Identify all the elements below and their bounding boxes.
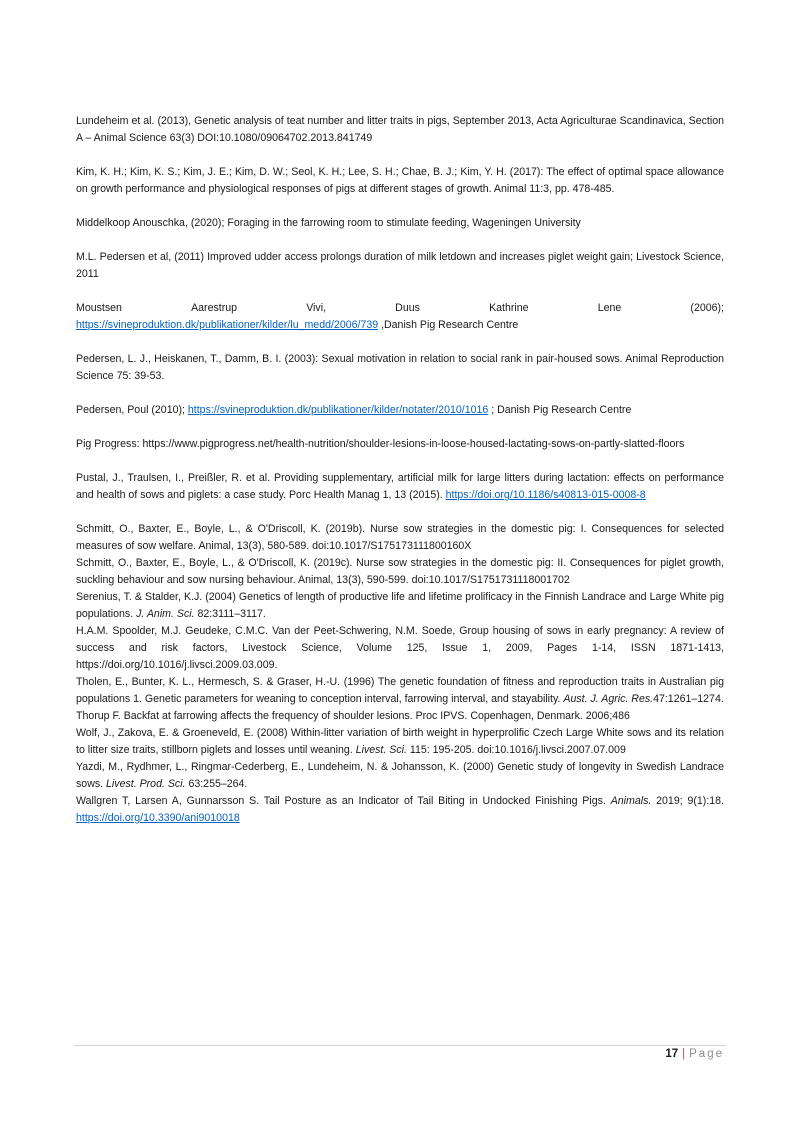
footer-divider [74, 1045, 726, 1046]
reference-pedersen-poul [76, 402, 724, 419]
tholen-tail: 47:1261–1274. [653, 693, 724, 705]
pedersen-poul-author: Pedersen, Poul (2010); [76, 404, 188, 416]
reference-kim: Kim, K. H.; Kim, K. S.; Kim, J. E.; Kim, D. W.; Seol, K. H.; Lee, S. H.; Chae, B. J.; Kim, Y. H. (2017): The effect of optimal space allowance on growth performance and physiological responses of pigs at different stages of growth. Animal 11:3, pp. 478-485. [76, 166, 724, 195]
moustsen-word: (2006); [690, 302, 724, 314]
wallgren-link[interactable]: https://doi.org/10.3390/ani9010018 [76, 812, 240, 824]
moustsen-word: Lene [597, 302, 622, 314]
reference-pedersen-lj: Pedersen, L. J., Heiskanen, T., Damm, B. I. (2003): Sexual motivation in relation to social rank in pair-housed sows. Animal Reproduction Science 75: 39-53. [76, 353, 724, 382]
reference-moustsen [76, 300, 724, 334]
reference-moustsen-authors [76, 300, 724, 317]
yazdi-tail: 63:255–264. [185, 778, 248, 790]
reference-lundeheim: Lundeheim et al. (2013), Genetic analysis of teat number and litter traits in pigs, September 2013, Acta Agriculturae Scandinavica, Section A – Animal Science 63(3) DOI:10.1080/09064702.2013.841749 [76, 115, 724, 144]
reference-schmitt-b: Schmitt, O., Baxter, E., Boyle, L., & O'Driscoll, K. (2019b). Nurse sow strategies in the domestic pig: I. Consequences for selected measures of sow welfare. Animal, 13(3), 580-589. doi:10.1017/S175173111800160X [76, 523, 724, 552]
reference-thorup: Thorup F. Backfat at farrowing affects the frequency of shoulder lesions. Proc IPVS. Copenhagen, Denmark. 2006;486 [76, 710, 630, 722]
moustsen-word: Vivi, [306, 302, 327, 314]
pedersen-poul-source: ; Danish Pig Research Centre [488, 404, 632, 416]
pustal-text: Pustal, J., Traulsen, I., Preißler, R. et al. Providing supplementary, artificial milk for large litters during lactation: effects on performance and health of sows and piglets: a case study. Porc Health Manag 1, 13 (2015). [76, 472, 724, 501]
wallgren-journal: Animals. [610, 795, 652, 807]
reference-pedersen-ml: M.L. Pedersen et al, (2011) Improved udder access prolongs duration of milk letdown and increases piglet weight gain; Livestock Science, 2011 [76, 251, 724, 280]
tholen-text: Tholen, E., Bunter, K. L., Hermesch, S. & Graser, H.-U. (1996) The genetic foundation of fitness and reproduction traits in Australian pig populations 1. Genetic parameters for weaning to conception interval, farrowing interval, and stayability. [76, 676, 724, 705]
yazdi-journal: Livest. Prod. Sci. [106, 778, 186, 790]
reference-serenius [76, 589, 724, 623]
wolf-text: Wolf, J., Zakova, E. & Groeneveld, E. (2008) Within-litter variation of birth weight in hyperprolific Czech Large White sows and its relation to litter size traits, stillborn piglets and losses until weaning. [76, 727, 724, 756]
serenius-journal: J. Anim. Sci. [136, 608, 195, 620]
reference-yazdi [76, 759, 724, 793]
footer-separator: | [682, 1048, 686, 1060]
moustsen-word: Duus [395, 302, 420, 314]
pedersen-poul-link[interactable]: https://svineproduktion.dk/publikationer/kilder/notater/2010/1016 [187, 404, 489, 416]
wallgren-mid: 2019; 9(1):18. [651, 795, 724, 807]
reference-tholen [76, 674, 724, 708]
tholen-journal: Aust. J. Agric. Res. [563, 693, 654, 705]
wallgren-text: Wallgren T, Larsen A, Gunnarsson S. Tail Posture as an Indicator of Tail Biting in Undocked Finishing Pigs. [76, 795, 611, 807]
reference-schmitt-c: Schmitt, O., Baxter, E., Boyle, L., & O'Driscoll, K. (2019c). Nurse sow strategies in the domestic pig: II. Consequences for piglet growth, suckling behaviour and sow nursing behaviour. Animal, 13(3), 590-599. doi:10.1017/S1751731118001702 [76, 557, 724, 586]
reference-pig-progress: Pig Progress: https://www.pigprogress.net/health-nutrition/shoulder-lesions-in-loose-housed-lactating-sows-on-partly-slatted-floors [76, 438, 685, 450]
page-label: Page [689, 1048, 724, 1060]
reference-wallgren [76, 793, 724, 827]
wolf-journal: Livest. Sci. [355, 744, 407, 756]
moustsen-source-text: ,Danish Pig Research Centre [378, 319, 519, 331]
moustsen-link[interactable]: https://svineproduktion.dk/publikationer/kilder/lu_medd/2006/739 [76, 319, 379, 331]
page-number: 17 [665, 1048, 679, 1060]
wolf-tail: 115: 195-205. doi:10.1016/j.livsci.2007.07.009 [406, 744, 626, 756]
serenius-tail: 82:3111–3117. [194, 608, 266, 620]
moustsen-word: Moustsen [76, 302, 122, 314]
reference-middelkoop: Middelkoop Anouschka, (2020); Foraging in the farrowing room to stimulate feeding, Wageningen University [76, 217, 581, 229]
reference-list [76, 113, 724, 827]
pustal-link[interactable]: https://doi.org/10.1186/s40813-015-0008-8 [445, 489, 646, 501]
reference-pustal [76, 470, 724, 504]
reference-wolf [76, 725, 724, 759]
serenius-text: Serenius, T. & Stalder, K.J. (2004) Genetics of length of productive life and lifetime prolificacy in the Finnish Landrace and Large White pig populations. [76, 591, 724, 620]
page-footer [665, 1048, 724, 1060]
reference-spoolder: H.A.M. Spoolder, M.J. Geudeke, C.M.C. Van der Peet-Schwering, N.M. Soede, Group housing of sows in early pregnancy: A review of success and risk factors, Livestock Science, Volume 125, Issue 1, 2009, Pages 1-14, ISSN 1871-1413, https://doi.org/10.1016/j.livsci.2009.03.009. [76, 625, 724, 671]
moustsen-word: Aarestrup [191, 302, 238, 314]
yazdi-text: Yazdi, M., Rydhmer, L., Ringmar-Cederberg, E., Lundeheim, N. & Johansson, K. (2000) Genetic study of longevity in Swedish Landrace sows. [76, 761, 724, 790]
reference-moustsen-source [76, 317, 724, 334]
moustsen-word: Kathrine [489, 302, 529, 314]
